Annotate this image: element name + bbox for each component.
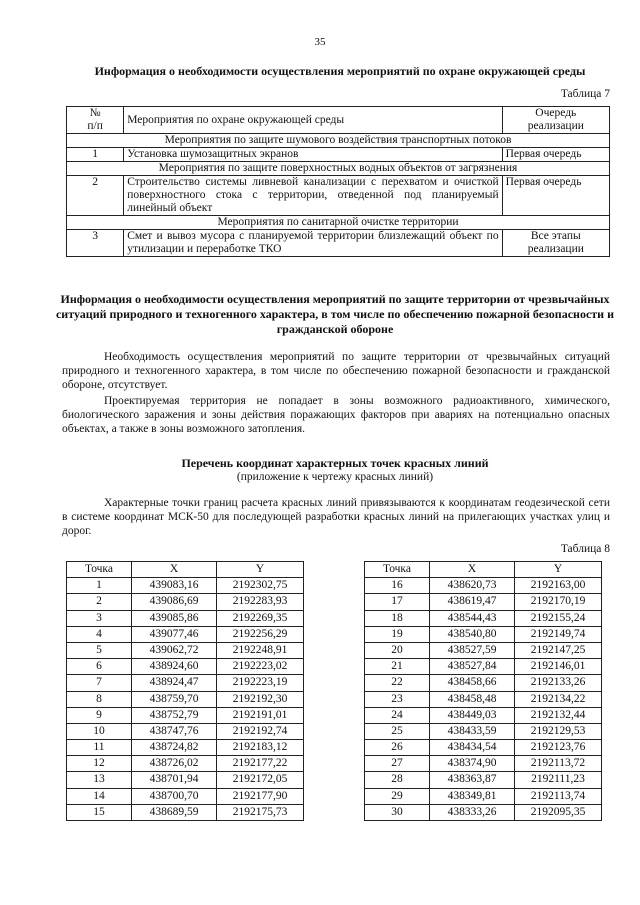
- header-point: Точка: [365, 562, 430, 578]
- cell-x: 438620,73: [430, 578, 515, 594]
- section2-title: Информация о необходимости осуществления мероприятий по защите территории от чрезвычайных ситуаций природного и техногенного характера, в том числе по обеспечению пожарной безопасности и гражданской обороне: [55, 292, 614, 336]
- cell-y: 2192132,44: [515, 707, 602, 723]
- header-x: X: [430, 562, 515, 578]
- cell-y: 2192147,25: [515, 642, 602, 658]
- cell-x: 438759,70: [132, 691, 217, 707]
- cell-point: 7: [67, 675, 132, 691]
- cell-x: 439086,69: [132, 594, 217, 610]
- table8-row: [67, 626, 304, 642]
- table8-row: [365, 772, 602, 788]
- cell-point: 16: [365, 578, 430, 594]
- cell-y: 2192248,91: [217, 642, 304, 658]
- cell-y: 2192133,26: [515, 675, 602, 691]
- cell-y: 2192146,01: [515, 659, 602, 675]
- cell-y: 2192175,73: [217, 804, 304, 820]
- cell-x: 438433,59: [430, 723, 515, 739]
- table8-row: [67, 740, 304, 756]
- cell-x: 438349,81: [430, 788, 515, 804]
- cell-point: 22: [365, 675, 430, 691]
- table8-row: [67, 707, 304, 723]
- cell-x: 439062,72: [132, 642, 217, 658]
- table7: [66, 106, 610, 257]
- cell-point: 29: [365, 788, 430, 804]
- cell-x: 438724,82: [132, 740, 217, 756]
- header-y: Y: [217, 562, 304, 578]
- table8-row: [67, 642, 304, 658]
- cell-point: 2: [67, 594, 132, 610]
- table8-row: [365, 707, 602, 723]
- row-name: Строительство системы ливневой канализации с перехватом и очисткой поверхностного стока с территории, отведенной под планируемый линейный объект: [124, 176, 502, 216]
- cell-x: 438752,79: [132, 707, 217, 723]
- table8-row: [67, 594, 304, 610]
- cell-y: 2192111,23: [515, 772, 602, 788]
- section3-title: Перечень координат характерных точек красных линий: [181, 456, 489, 470]
- cell-point: 19: [365, 626, 430, 642]
- cell-y: 2192155,24: [515, 610, 602, 626]
- cell-y: 2192223,02: [217, 659, 304, 675]
- cell-point: 1: [67, 578, 132, 594]
- cell-y: 2192172,05: [217, 772, 304, 788]
- table8-row: [365, 788, 602, 804]
- cell-point: 20: [365, 642, 430, 658]
- cell-point: 4: [67, 626, 132, 642]
- table7-group-row: [67, 216, 610, 230]
- row-num: 2: [67, 176, 124, 216]
- table7-caption: Таблица 7: [560, 88, 610, 100]
- cell-y: 2192256,29: [217, 626, 304, 642]
- cell-y: 2192177,90: [217, 788, 304, 804]
- table8-row: [365, 740, 602, 756]
- table8-row: [365, 756, 602, 772]
- cell-point: 21: [365, 659, 430, 675]
- cell-y: 2192170,19: [515, 594, 602, 610]
- row-queue: Первая очередь: [502, 176, 609, 216]
- cell-point: 3: [67, 610, 132, 626]
- cell-y: 2192095,35: [515, 804, 602, 820]
- cell-x: 438540,80: [430, 626, 515, 642]
- cell-x: 438333,26: [430, 804, 515, 820]
- table8-header: [67, 562, 304, 578]
- table7-row: [67, 148, 610, 162]
- cell-x: 439085,86: [132, 610, 217, 626]
- cell-point: 13: [67, 772, 132, 788]
- table8-row: [365, 642, 602, 658]
- cell-x: 438924,47: [132, 675, 217, 691]
- table8-row: [365, 610, 602, 626]
- cell-y: 2192129,53: [515, 723, 602, 739]
- cell-point: 11: [67, 740, 132, 756]
- cell-y: 2192183,12: [217, 740, 304, 756]
- cell-y: 2192192,30: [217, 691, 304, 707]
- group-title: Мероприятия по защите шумового воздействия транспортных потоков: [67, 134, 610, 148]
- table8-row: [67, 691, 304, 707]
- row-queue: Первая очередь: [502, 148, 609, 162]
- cell-point: 8: [67, 691, 132, 707]
- cell-y: 2192177,22: [217, 756, 304, 772]
- header-queue: Очередь реализации: [502, 107, 609, 134]
- cell-x: 438544,43: [430, 610, 515, 626]
- cell-x: 438527,84: [430, 659, 515, 675]
- row-num: 3: [67, 230, 124, 257]
- table8-row: [67, 788, 304, 804]
- table8-row: [67, 804, 304, 820]
- cell-point: 5: [67, 642, 132, 658]
- cell-point: 15: [67, 804, 132, 820]
- cell-y: 2192283,93: [217, 594, 304, 610]
- cell-x: 438619,47: [430, 594, 515, 610]
- cell-x: 438924,60: [132, 659, 217, 675]
- cell-x: 438747,76: [132, 723, 217, 739]
- cell-y: 2192269,35: [217, 610, 304, 626]
- cell-y: 2192149,74: [515, 626, 602, 642]
- group-title: Мероприятия по защите поверхностных водных объектов от загрязнения: [67, 162, 610, 176]
- cell-point: 9: [67, 707, 132, 723]
- table8-left: [66, 561, 304, 821]
- cell-point: 24: [365, 707, 430, 723]
- table8-row: [365, 578, 602, 594]
- table8-row: [365, 594, 602, 610]
- cell-y: 2192134,22: [515, 691, 602, 707]
- cell-point: 18: [365, 610, 430, 626]
- row-name: Установка шумозащитных экранов: [124, 148, 502, 162]
- cell-point: 23: [365, 691, 430, 707]
- header-num: № п/п: [67, 107, 124, 134]
- header-name: Мероприятия по охране окружающей среды: [124, 107, 502, 134]
- cell-y: 2192223,19: [217, 675, 304, 691]
- cell-x: 439083,16: [132, 578, 217, 594]
- cell-y: 2192113,72: [515, 756, 602, 772]
- cell-x: 438434,54: [430, 740, 515, 756]
- table8-row: [365, 626, 602, 642]
- table8-row: [67, 772, 304, 788]
- cell-x: 438458,48: [430, 691, 515, 707]
- cell-x: 439077,46: [132, 626, 217, 642]
- cell-x: 438689,59: [132, 804, 217, 820]
- cell-x: 438726,02: [132, 756, 217, 772]
- cell-x: 438701,94: [132, 772, 217, 788]
- paragraph-text: Характерные точки границ расчета красных линий привязываются к координатам геодезической сети в системе координат МСК-50 для последующей разработки красных линий на прилегающих участках улиц и дорог.: [62, 497, 610, 537]
- row-name: Смет и вывоз мусора с планируемой территории близлежащий объект по утилизации и переработке ТКО: [124, 230, 502, 257]
- table7-header: [67, 107, 610, 134]
- table8-right: [364, 561, 602, 821]
- paragraph-text: Проектируемая территория не попадает в зоны возможного радиоактивного, химического, биологического заражения и зоны действия поражающих факторов при авариях на потенциально опасных объектах, а также в зоны возможного затопления.: [62, 395, 610, 435]
- table8-row: [67, 756, 304, 772]
- cell-point: 26: [365, 740, 430, 756]
- cell-point: 17: [365, 594, 430, 610]
- table7-row: [67, 230, 610, 257]
- table8-row: [365, 659, 602, 675]
- table8-row: [67, 675, 304, 691]
- paragraph-text: Необходимость осуществления мероприятий по защите территории от чрезвычайных ситуаций природного и техногенного характера, в том числе по обеспечению пожарной безопасности и гражданской обороне, отсутствует.: [62, 351, 610, 391]
- cell-point: 25: [365, 723, 430, 739]
- table8-caption: Таблица 8: [560, 543, 610, 555]
- section2-paragraph-2: [62, 394, 610, 436]
- table7-group-row: [67, 162, 610, 176]
- table8-row: [67, 723, 304, 739]
- table7-group-row: [67, 134, 610, 148]
- section3-paragraph: [62, 496, 610, 538]
- table8-row: [365, 691, 602, 707]
- cell-y: 2192192,74: [217, 723, 304, 739]
- row-num: 1: [67, 148, 124, 162]
- cell-y: 2192191,01: [217, 707, 304, 723]
- cell-x: 438527,59: [430, 642, 515, 658]
- cell-y: 2192123,76: [515, 740, 602, 756]
- cell-y: 2192302,75: [217, 578, 304, 594]
- cell-point: 14: [67, 788, 132, 804]
- table8-row: [365, 675, 602, 691]
- section1-title: Информация о необходимости осуществления мероприятий по охране окружающей среды: [94, 64, 586, 78]
- table8-row: [67, 578, 304, 594]
- table8-row: [365, 723, 602, 739]
- cell-point: 28: [365, 772, 430, 788]
- section2-paragraph-1: [62, 350, 610, 392]
- table8-row: [67, 659, 304, 675]
- cell-point: 30: [365, 804, 430, 820]
- cell-point: 12: [67, 756, 132, 772]
- cell-x: 438449,03: [430, 707, 515, 723]
- table8-row: [365, 804, 602, 820]
- cell-point: 27: [365, 756, 430, 772]
- row-queue: Все этапы реализации: [502, 230, 609, 257]
- section3-subtitle: (приложение к чертежу красных линий): [236, 471, 434, 483]
- table7-row: [67, 176, 610, 216]
- table8-header: [365, 562, 602, 578]
- header-x: X: [132, 562, 217, 578]
- table8-row: [67, 610, 304, 626]
- cell-point: 6: [67, 659, 132, 675]
- header-y: Y: [515, 562, 602, 578]
- cell-x: 438374,90: [430, 756, 515, 772]
- cell-y: 2192113,74: [515, 788, 602, 804]
- group-title: Мероприятия по санитарной очистке территории: [67, 216, 610, 230]
- cell-y: 2192163,00: [515, 578, 602, 594]
- cell-x: 438363,87: [430, 772, 515, 788]
- cell-x: 438700,70: [132, 788, 217, 804]
- page-number: 35: [314, 36, 326, 48]
- header-point: Точка: [67, 562, 132, 578]
- cell-x: 438458,66: [430, 675, 515, 691]
- cell-point: 10: [67, 723, 132, 739]
